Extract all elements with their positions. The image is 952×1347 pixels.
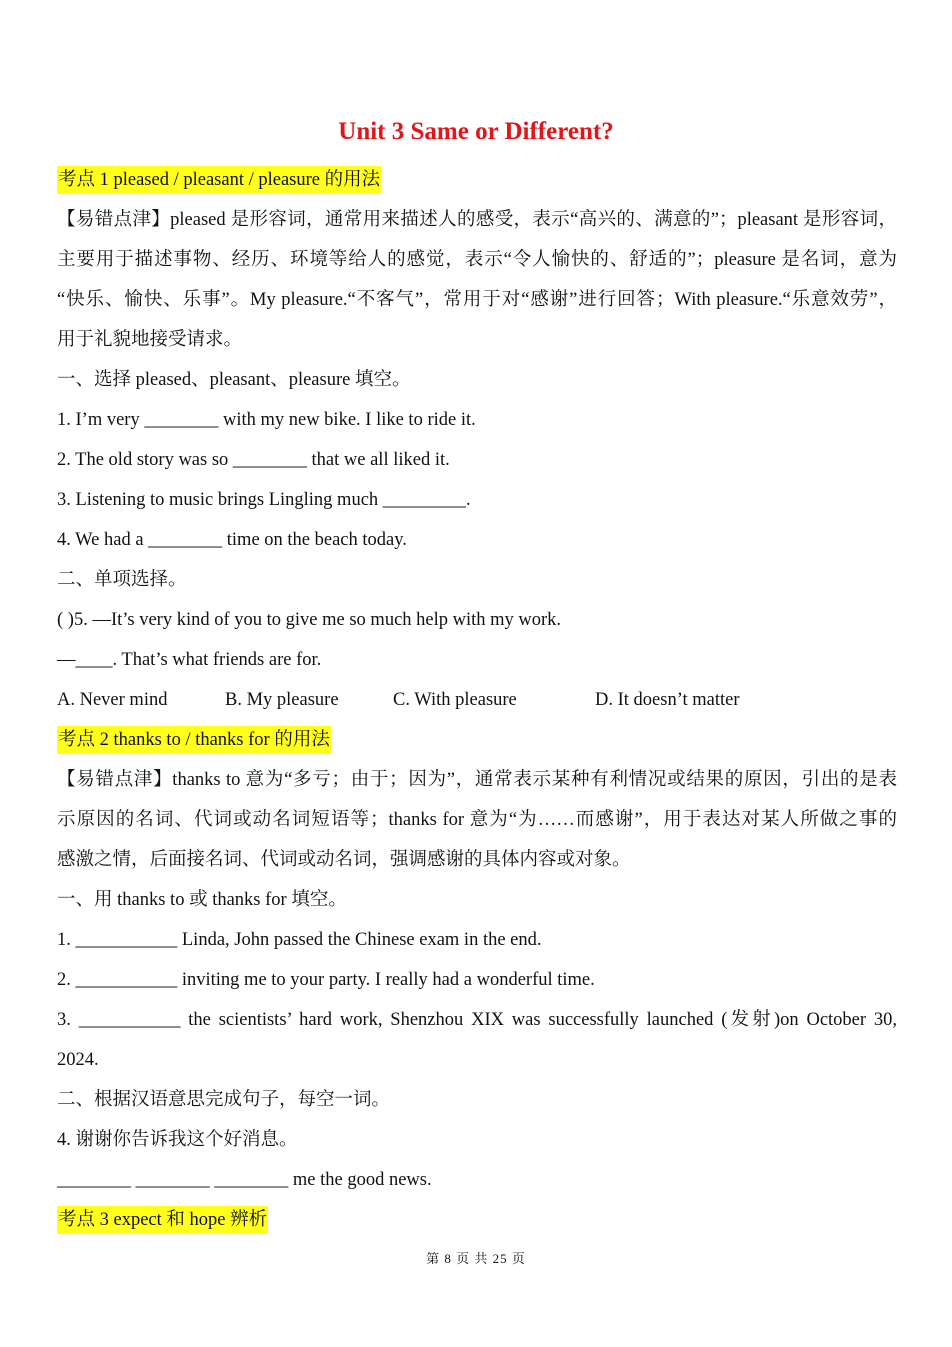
exercise-item: 1. I’m very ________ with my new bike. I like to ride it. xyxy=(57,410,476,430)
explain-line: 用于礼貌地接受请求。 xyxy=(57,330,243,350)
option-b: B. My pleasure xyxy=(225,690,339,710)
exercise-title: 二、根据汉语意思完成句子，每空一词。 xyxy=(57,1090,391,1110)
options-row xyxy=(57,680,897,720)
explain-line: 示原因的名词、代词或动名词短语等；thanks for 意为“为……而感谢”，用于表达对某人所做之事的 xyxy=(57,810,897,830)
exercise-title: 二、单项选择。 xyxy=(57,570,187,590)
explain-line: 感激之情，后面接名词、代词或动名词，强调感谢的具体内容或对象。 xyxy=(57,850,631,870)
question-4-answer: ________ ________ ________ me the good news. xyxy=(57,1170,432,1190)
question-5-reply: —____. That’s what friends are for. xyxy=(57,650,322,670)
option-a: A. Never mind xyxy=(57,690,168,710)
exercise-item: 3. Listening to music brings Lingling much _________. xyxy=(57,490,471,510)
explain-line: 【易错点津】pleased 是形容词，通常用来描述人的感受，表示“高兴的、满意的”；pleasant 是形容词， xyxy=(57,210,897,230)
page-footer: 第 8 页 共 25 页 xyxy=(426,1251,526,1266)
question-4: 4. 谢谢你告诉我这个好消息。 xyxy=(57,1130,298,1150)
exercise-item: 2024. xyxy=(57,1050,99,1070)
exercise-item: 2. ___________ inviting me to your party. I really had a wonderful time. xyxy=(57,970,595,990)
explain-line: 【易错点津】thanks to 意为“多亏；由于；因为”，通常表示某种有利情况或结果的原因，引出的是表 xyxy=(57,770,897,790)
explain-line: “快乐、愉快、乐事”。My pleasure.“不客气”，常用于对“感谢”进行回答；With pleasure.“乐意效劳”， xyxy=(57,290,897,310)
exercise-item: 4. We had a ________ time on the beach today. xyxy=(57,530,407,550)
option-d: D. It doesn’t matter xyxy=(595,690,740,710)
option-c: C. With pleasure xyxy=(393,690,517,710)
exercise-item: 3. ___________ the scientists’ hard work, Shenzhou XIX was successfully launched (发射)on October 30, xyxy=(57,1010,897,1030)
section-heading-1: 考点 1 pleased / pleasant / pleasure 的用法 xyxy=(57,166,381,194)
page-title: Unit 3 Same or Different? xyxy=(338,118,614,145)
exercise-item: 1. ___________ Linda, John passed the Chinese exam in the end. xyxy=(57,930,542,950)
exercise-item: 2. The old story was so ________ that we all liked it. xyxy=(57,450,450,470)
section-heading-3: 考点 3 expect 和 hope 辨析 xyxy=(57,1206,268,1234)
explain-line: 主要用于描述事物、经历、环境等给人的感觉，表示“令人愉快的、舒适的”；pleasure 是名词，意为 xyxy=(57,250,897,270)
section-heading-2: 考点 2 thanks to / thanks for 的用法 xyxy=(57,726,331,754)
question-5: ( )5. —It’s very kind of you to give me so much help with my work. xyxy=(57,610,562,630)
exercise-title: 一、用 thanks to 或 thanks for 填空。 xyxy=(57,890,347,910)
exercise-title: 一、选择 pleased、pleasant、pleasure 填空。 xyxy=(57,370,411,390)
document-body xyxy=(57,160,897,1240)
